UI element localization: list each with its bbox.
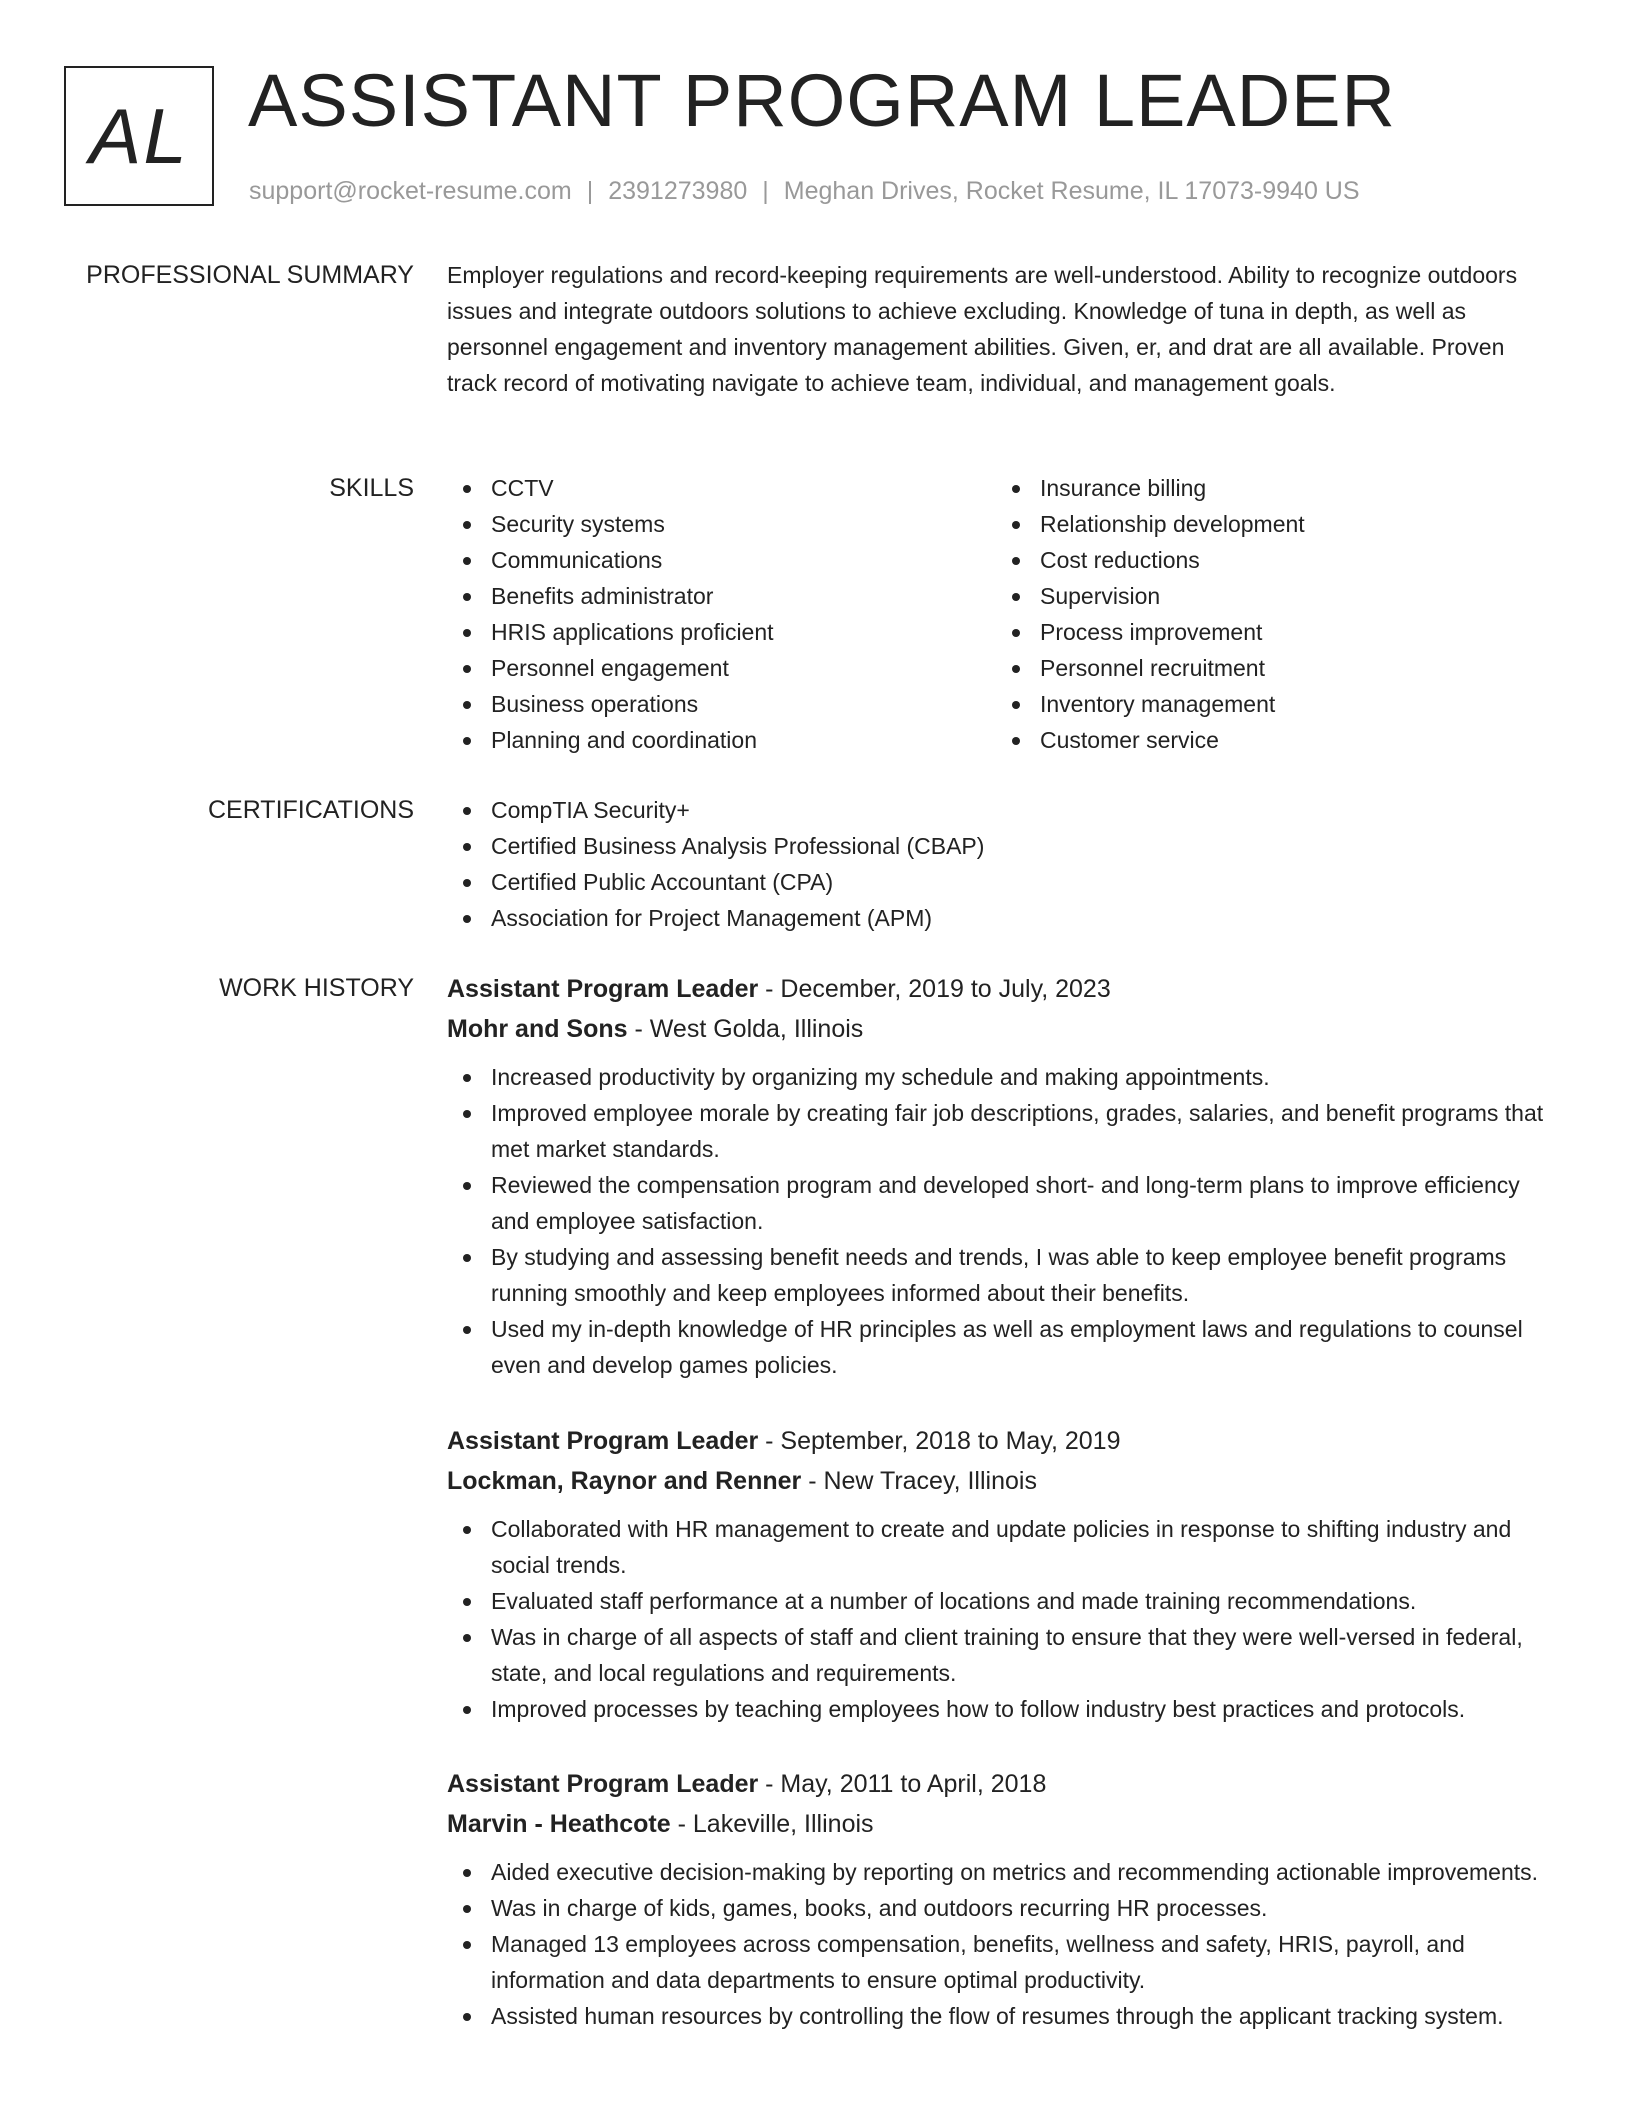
skill-item: Supervision bbox=[996, 578, 1545, 614]
job-role: Assistant Program Leader bbox=[447, 1427, 759, 1455]
job-bullet: Was in charge of all aspects of staff and client training to ensure that they were well-versed in federal, state, and local regulations and requirements. bbox=[447, 1619, 1557, 1691]
initials-monogram: AL bbox=[64, 66, 214, 206]
job-entry bbox=[447, 1764, 1557, 2034]
section-label-work-history: WORK HISTORY bbox=[219, 974, 414, 1002]
job-role-line bbox=[447, 1421, 1557, 1461]
job-company-line bbox=[447, 1009, 1557, 1049]
contact-separator: | bbox=[586, 177, 594, 205]
job-bullet: Collaborated with HR management to create and update policies in response to shifting industry and social trends. bbox=[447, 1511, 1557, 1583]
contact-address: Meghan Drives, Rocket Resume, IL 17073-9940 US bbox=[783, 177, 1360, 205]
skill-item: HRIS applications proficient bbox=[447, 614, 996, 650]
skills-list-left bbox=[447, 470, 996, 758]
job-bullet: By studying and assessing benefit needs and trends, I was able to keep employee benefit programs running smoothly and keep employees informed about their benefits. bbox=[447, 1239, 1557, 1311]
skill-item: Inventory management bbox=[996, 686, 1545, 722]
certification-item: Certified Business Analysis Professional (CBAP) bbox=[447, 828, 1557, 864]
skill-item: CCTV bbox=[447, 470, 996, 506]
job-role-line bbox=[447, 969, 1557, 1009]
job-entry bbox=[447, 969, 1557, 1383]
skill-item: Business operations bbox=[447, 686, 996, 722]
job-dates: - May, 2011 to April, 2018 bbox=[758, 1770, 1047, 1798]
skill-item: Insurance billing bbox=[996, 470, 1545, 506]
skills-list-right bbox=[996, 470, 1545, 758]
job-bullet: Managed 13 employees across compensation, benefits, wellness and safety, HRIS, payroll, and information and data departments to ensure optimal productivity. bbox=[447, 1926, 1557, 1998]
skills-section bbox=[447, 470, 1557, 758]
job-bullet: Improved employee morale by creating fair job descriptions, grades, salaries, and benefit programs that met market standards. bbox=[447, 1095, 1557, 1167]
job-bullet: Aided executive decision-making by reporting on metrics and recommending actionable improvements. bbox=[447, 1854, 1557, 1890]
skill-item: Process improvement bbox=[996, 614, 1545, 650]
job-bullet: Reviewed the compensation program and developed short- and long-term plans to improve efficiency and employee satisfaction. bbox=[447, 1167, 1557, 1239]
section-label-summary: PROFESSIONAL SUMMARY bbox=[86, 261, 414, 289]
contact-phone[interactable]: 2391273980 bbox=[608, 177, 748, 205]
skill-item: Cost reductions bbox=[996, 542, 1545, 578]
certification-item: Certified Public Accountant (CPA) bbox=[447, 864, 1557, 900]
job-role: Assistant Program Leader bbox=[447, 1770, 759, 1798]
job-location: - West Golda, Illinois bbox=[627, 1015, 864, 1043]
job-company: Marvin - Heathcote bbox=[447, 1810, 671, 1838]
summary-text: Employer regulations and record-keeping requirements are well-understood. Ability to recognize outdoors issues and integrate outdoors solutions to achieve excluding. Knowledge of tuna in depth, as well as personnel engagement and inventory management abilities. Given, er, and drat are all available. Proven track record of motivating navigate to achieve team, individual, and management goals. bbox=[447, 262, 1518, 396]
job-dates: - September, 2018 to May, 2019 bbox=[758, 1427, 1121, 1455]
resume-title: ASSISTANT PROGRAM LEADER bbox=[248, 59, 1396, 142]
skill-item: Benefits administrator bbox=[447, 578, 996, 614]
job-role-line bbox=[447, 1764, 1557, 1804]
job-bullets bbox=[447, 1059, 1557, 1383]
job-company-line bbox=[447, 1461, 1557, 1501]
job-bullet: Evaluated staff performance at a number of locations and made training recommendations. bbox=[447, 1583, 1557, 1619]
skill-item: Relationship development bbox=[996, 506, 1545, 542]
skill-item: Planning and coordination bbox=[447, 722, 996, 758]
job-entry bbox=[447, 1421, 1557, 1727]
job-dates: - December, 2019 to July, 2023 bbox=[758, 975, 1111, 1003]
certification-item: CompTIA Security+ bbox=[447, 792, 1557, 828]
skill-item: Communications bbox=[447, 542, 996, 578]
contact-separator: | bbox=[762, 177, 769, 205]
contact-email[interactable]: support@rocket-resume.com bbox=[249, 177, 572, 205]
job-location: - Lakeville, Illinois bbox=[670, 1810, 874, 1838]
job-company-line bbox=[447, 1804, 1557, 1844]
contact-line bbox=[249, 176, 1360, 206]
job-bullet: Increased productivity by organizing my schedule and making appointments. bbox=[447, 1059, 1557, 1095]
job-bullets bbox=[447, 1854, 1557, 2034]
job-location: - New Tracey, Illinois bbox=[801, 1467, 1037, 1495]
job-bullet: Was in charge of kids, games, books, and outdoors recurring HR processes. bbox=[447, 1890, 1557, 1926]
skill-item: Security systems bbox=[447, 506, 996, 542]
job-company: Lockman, Raynor and Renner bbox=[447, 1467, 802, 1495]
job-bullet: Used my in-depth knowledge of HR principles as well as employment laws and regulations to counsel even and develop games policies. bbox=[447, 1311, 1557, 1383]
summary-section bbox=[447, 257, 1557, 401]
skill-item: Personnel recruitment bbox=[996, 650, 1545, 686]
job-company: Mohr and Sons bbox=[447, 1015, 628, 1043]
section-label-certifications: CERTIFICATIONS bbox=[207, 796, 414, 824]
job-bullet: Assisted human resources by controlling the flow of resumes through the applicant tracking system. bbox=[447, 1998, 1557, 2034]
job-bullets bbox=[447, 1511, 1557, 1727]
skill-item: Personnel engagement bbox=[447, 650, 996, 686]
certifications-list bbox=[447, 792, 1557, 936]
skill-item: Customer service bbox=[996, 722, 1545, 758]
job-bullet: Improved processes by teaching employees how to follow industry best practices and protocols. bbox=[447, 1691, 1557, 1727]
job-role: Assistant Program Leader bbox=[447, 975, 759, 1003]
certifications-section bbox=[447, 792, 1557, 936]
certification-item: Association for Project Management (APM) bbox=[447, 900, 1557, 936]
section-label-skills: SKILLS bbox=[329, 474, 414, 502]
